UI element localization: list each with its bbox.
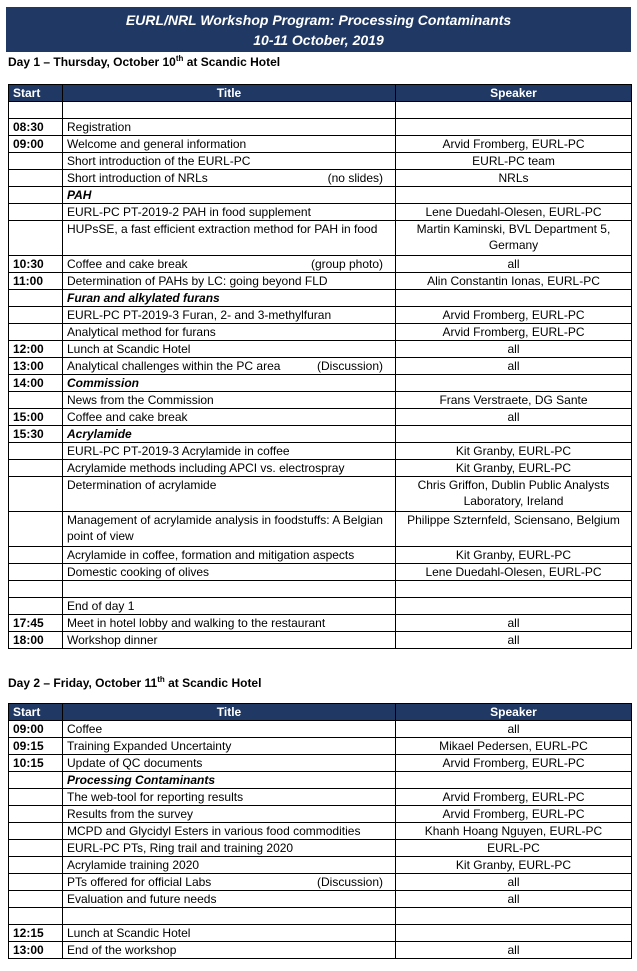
start-time-cell: [9, 477, 63, 512]
start-time-cell: 12:15: [9, 925, 63, 942]
start-time-cell: [9, 170, 63, 187]
title-cell: Management of acrylamide analysis in foodstuffs: A Belgian point of view: [63, 512, 396, 547]
day1-heading-sup: th: [175, 54, 184, 63]
title-cell: EURL-PC PT-2019-3 Furan, 2- and 3-methylfuran: [63, 307, 396, 324]
schedule-row: [9, 477, 632, 512]
speaker-cell: [396, 290, 632, 307]
schedule-row: [9, 564, 632, 581]
schedule-row: [9, 341, 632, 358]
speaker-cell: [396, 426, 632, 443]
start-time-cell: [9, 581, 63, 598]
day1-heading: [8, 54, 280, 69]
schedule-row: [9, 874, 632, 891]
schedule-row: [9, 153, 632, 170]
start-time-cell: 10:15: [9, 755, 63, 772]
title-note: (no slides): [327, 171, 383, 185]
day2-header-row: [9, 704, 632, 721]
column-header-title: Title: [63, 85, 396, 102]
title-wrapper: [67, 874, 391, 890]
title-wrapper: [67, 256, 391, 272]
start-time-cell: [9, 823, 63, 840]
schedule-row: [9, 409, 632, 426]
title-cell: Acrylamide methods including APCI vs. electrospray: [63, 460, 396, 477]
schedule-row: [9, 512, 632, 547]
schedule-row: [9, 908, 632, 925]
speaker-cell: EURL-PC team: [396, 153, 632, 170]
speaker-cell: [396, 375, 632, 392]
title-cell: Results from the survey: [63, 806, 396, 823]
schedule-row: [9, 324, 632, 341]
title-cell: Training Expanded Uncertainty: [63, 738, 396, 755]
title-cell: EURL-PC PT-2019-2 PAH in food supplement: [63, 204, 396, 221]
start-time-cell: [9, 102, 63, 119]
speaker-cell: all: [396, 256, 632, 273]
title-note: (Discussion): [316, 875, 383, 889]
speaker-cell: all: [396, 632, 632, 649]
schedule-row: [9, 460, 632, 477]
schedule-row: [9, 204, 632, 221]
title-text: Short introduction of NRLs: [67, 171, 208, 185]
start-time-cell: 17:45: [9, 615, 63, 632]
speaker-cell: Kit Granby, EURL-PC: [396, 460, 632, 477]
title-cell: End of the workshop: [63, 942, 396, 959]
schedule-row: [9, 547, 632, 564]
schedule-row: [9, 307, 632, 324]
start-time-cell: 09:00: [9, 721, 63, 738]
start-time-cell: [9, 204, 63, 221]
title-note: (Discussion): [316, 359, 383, 373]
schedule-row: [9, 840, 632, 857]
title-wrapper: [67, 358, 391, 374]
speaker-cell: [396, 581, 632, 598]
title-cell: Acrylamide training 2020: [63, 857, 396, 874]
speaker-cell: all: [396, 341, 632, 358]
speaker-cell: Khanh Hoang Nguyen, EURL-PC: [396, 823, 632, 840]
schedule-row: [9, 615, 632, 632]
speaker-cell: [396, 187, 632, 204]
start-time-cell: 12:00: [9, 341, 63, 358]
speaker-cell: Lene Duedahl-Olesen, EURL-PC: [396, 204, 632, 221]
start-time-cell: 11:00: [9, 273, 63, 290]
day2-heading-sup: th: [157, 675, 165, 684]
title-cell: Short introduction of the EURL-PC: [63, 153, 396, 170]
title-cell: Lunch at Scandic Hotel: [63, 925, 396, 942]
day1-schedule-table: [8, 84, 632, 649]
title-cell: End of day 1: [63, 598, 396, 615]
schedule-row: [9, 273, 632, 290]
column-header-title: Title: [63, 704, 396, 721]
schedule-row: [9, 755, 632, 772]
speaker-cell: all: [396, 942, 632, 959]
start-time-cell: [9, 840, 63, 857]
start-time-cell: [9, 290, 63, 307]
speaker-cell: Martin Kaminski, BVL Department 5, Germany: [396, 221, 632, 256]
speaker-cell: all: [396, 721, 632, 738]
title-cell: MCPD and Glycidyl Esters in various food commodities: [63, 823, 396, 840]
schedule-row: [9, 581, 632, 598]
start-time-cell: 09:00: [9, 136, 63, 153]
schedule-row: [9, 256, 632, 273]
title-note: (group photo): [310, 257, 383, 271]
title-cell: Update of QC documents: [63, 755, 396, 772]
start-time-cell: [9, 908, 63, 925]
schedule-row: [9, 789, 632, 806]
speaker-cell: [396, 119, 632, 136]
schedule-row: [9, 632, 632, 649]
schedule-row: [9, 358, 632, 375]
start-time-cell: [9, 598, 63, 615]
speaker-cell: Philippe Szternfeld, Sciensano, Belgium: [396, 512, 632, 547]
title-cell: Meet in hotel lobby and walking to the restaurant: [63, 615, 396, 632]
start-time-cell: [9, 187, 63, 204]
day2-heading-text: Day 2 – Friday, October 11: [8, 676, 158, 690]
day1-heading-text: Day 1 – Thursday, October 10: [8, 55, 176, 69]
schedule-row: [9, 891, 632, 908]
start-time-cell: [9, 443, 63, 460]
speaker-cell: [396, 102, 632, 119]
start-time-cell: 13:00: [9, 358, 63, 375]
start-time-cell: [9, 153, 63, 170]
title-wrapper: [67, 170, 391, 186]
schedule-row: [9, 806, 632, 823]
title-cell: Determination of PAHs by LC: going beyond FLD: [63, 273, 396, 290]
title-cell: Determination of acrylamide: [63, 477, 396, 512]
schedule-row: [9, 857, 632, 874]
start-time-cell: 14:00: [9, 375, 63, 392]
day2-schedule-table: [8, 703, 632, 959]
title-text: Coffee and cake break: [67, 257, 188, 271]
speaker-cell: all: [396, 615, 632, 632]
start-time-cell: 15:00: [9, 409, 63, 426]
schedule-row: [9, 102, 632, 119]
title-cell: [63, 874, 396, 891]
title-cell: Domestic cooking of olives: [63, 564, 396, 581]
speaker-cell: [396, 908, 632, 925]
schedule-row: [9, 119, 632, 136]
start-time-cell: 15:30: [9, 426, 63, 443]
column-header-speaker: Speaker: [396, 704, 632, 721]
title-cell: EURL-PC PT-2019-3 Acrylamide in coffee: [63, 443, 396, 460]
speaker-cell: Kit Granby, EURL-PC: [396, 857, 632, 874]
speaker-cell: [396, 598, 632, 615]
start-time-cell: [9, 307, 63, 324]
start-time-cell: [9, 564, 63, 581]
speaker-cell: Arvid Fromberg, EURL-PC: [396, 307, 632, 324]
start-time-cell: 10:30: [9, 256, 63, 273]
section-row: [9, 375, 632, 392]
title-cell: [63, 170, 396, 187]
program-title: EURL/NRL Workshop Program: Processing Contaminants: [125, 12, 512, 28]
speaker-cell: Kit Granby, EURL-PC: [396, 547, 632, 564]
day1-header-row: [9, 85, 632, 102]
start-time-cell: 09:15: [9, 738, 63, 755]
title-cell: Commission: [63, 375, 396, 392]
title-cell: Processing Contaminants: [63, 772, 396, 789]
speaker-cell: Frans Verstraete, DG Sante: [396, 392, 632, 409]
schedule-row: [9, 221, 632, 256]
start-time-cell: [9, 392, 63, 409]
title-cell: Evaluation and future needs: [63, 891, 396, 908]
speaker-cell: Alin Constantin Ionas, EURL-PC: [396, 273, 632, 290]
title-cell: News from the Commission: [63, 392, 396, 409]
title-cell: Coffee: [63, 721, 396, 738]
start-time-cell: 08:30: [9, 119, 63, 136]
schedule-row: [9, 721, 632, 738]
section-row: [9, 772, 632, 789]
title-cell: Workshop dinner: [63, 632, 396, 649]
start-time-cell: [9, 324, 63, 341]
start-time-cell: [9, 789, 63, 806]
schedule-row: [9, 942, 632, 959]
speaker-cell: Arvid Fromberg, EURL-PC: [396, 755, 632, 772]
schedule-row: [9, 170, 632, 187]
title-cell: Acrylamide: [63, 426, 396, 443]
schedule-row: [9, 136, 632, 153]
title-cell: HUPsSE, a fast efficient extraction method for PAH in food: [63, 221, 396, 256]
title-cell: [63, 256, 396, 273]
start-time-cell: [9, 221, 63, 256]
speaker-cell: all: [396, 358, 632, 375]
title-text: Analytical challenges within the PC area: [67, 359, 281, 373]
start-time-cell: [9, 806, 63, 823]
column-header-speaker: Speaker: [396, 85, 632, 102]
title-cell: EURL-PC PTs, Ring trail and training 2020: [63, 840, 396, 857]
start-time-cell: [9, 547, 63, 564]
title-cell: PAH: [63, 187, 396, 204]
speaker-cell: all: [396, 891, 632, 908]
start-time-cell: [9, 772, 63, 789]
speaker-cell: [396, 772, 632, 789]
column-header-start: Start: [9, 85, 63, 102]
section-row: [9, 426, 632, 443]
title-cell: [63, 581, 396, 598]
start-time-cell: [9, 891, 63, 908]
schedule-row: [9, 443, 632, 460]
speaker-cell: Arvid Fromberg, EURL-PC: [396, 324, 632, 341]
start-time-cell: [9, 857, 63, 874]
title-cell: Welcome and general information: [63, 136, 396, 153]
title-cell: Coffee and cake break: [63, 409, 396, 426]
speaker-cell: all: [396, 874, 632, 891]
title-cell: Furan and alkylated furans: [63, 290, 396, 307]
speaker-cell: Chris Griffon, Dublin Public Analysts Laboratory, Ireland: [396, 477, 632, 512]
speaker-cell: Mikael Pedersen, EURL-PC: [396, 738, 632, 755]
start-time-cell: [9, 874, 63, 891]
speaker-cell: EURL-PC: [396, 840, 632, 857]
title-text: PTs offered for official Labs: [67, 875, 212, 889]
title-cell: Registration: [63, 119, 396, 136]
schedule-row: [9, 598, 632, 615]
speaker-cell: Lene Duedahl-Olesen, EURL-PC: [396, 564, 632, 581]
title-cell: [63, 358, 396, 375]
day2-heading: [8, 675, 261, 690]
schedule-row: [9, 823, 632, 840]
speaker-cell: [396, 925, 632, 942]
program-dates: 10-11 October, 2019: [253, 32, 384, 48]
start-time-cell: [9, 512, 63, 547]
title-cell: [63, 102, 396, 119]
title-cell: The web-tool for reporting results: [63, 789, 396, 806]
title-cell: Analytical method for furans: [63, 324, 396, 341]
speaker-cell: Arvid Fromberg, EURL-PC: [396, 136, 632, 153]
section-row: [9, 290, 632, 307]
day2-heading-venue: at Scandic Hotel: [164, 676, 262, 690]
column-header-start: Start: [9, 704, 63, 721]
day1-heading-venue: at Scandic Hotel: [183, 55, 281, 69]
title-cell: [63, 908, 396, 925]
schedule-row: [9, 392, 632, 409]
title-cell: Acrylamide in coffee, formation and mitigation aspects: [63, 547, 396, 564]
section-row: [9, 187, 632, 204]
speaker-cell: all: [396, 409, 632, 426]
speaker-cell: NRLs: [396, 170, 632, 187]
speaker-cell: Arvid Fromberg, EURL-PC: [396, 789, 632, 806]
program-banner: [6, 7, 631, 52]
schedule-row: [9, 738, 632, 755]
title-cell: Lunch at Scandic Hotel: [63, 341, 396, 358]
schedule-row: [9, 925, 632, 942]
start-time-cell: 13:00: [9, 942, 63, 959]
start-time-cell: [9, 460, 63, 477]
start-time-cell: 18:00: [9, 632, 63, 649]
speaker-cell: Arvid Fromberg, EURL-PC: [396, 806, 632, 823]
speaker-cell: Kit Granby, EURL-PC: [396, 443, 632, 460]
